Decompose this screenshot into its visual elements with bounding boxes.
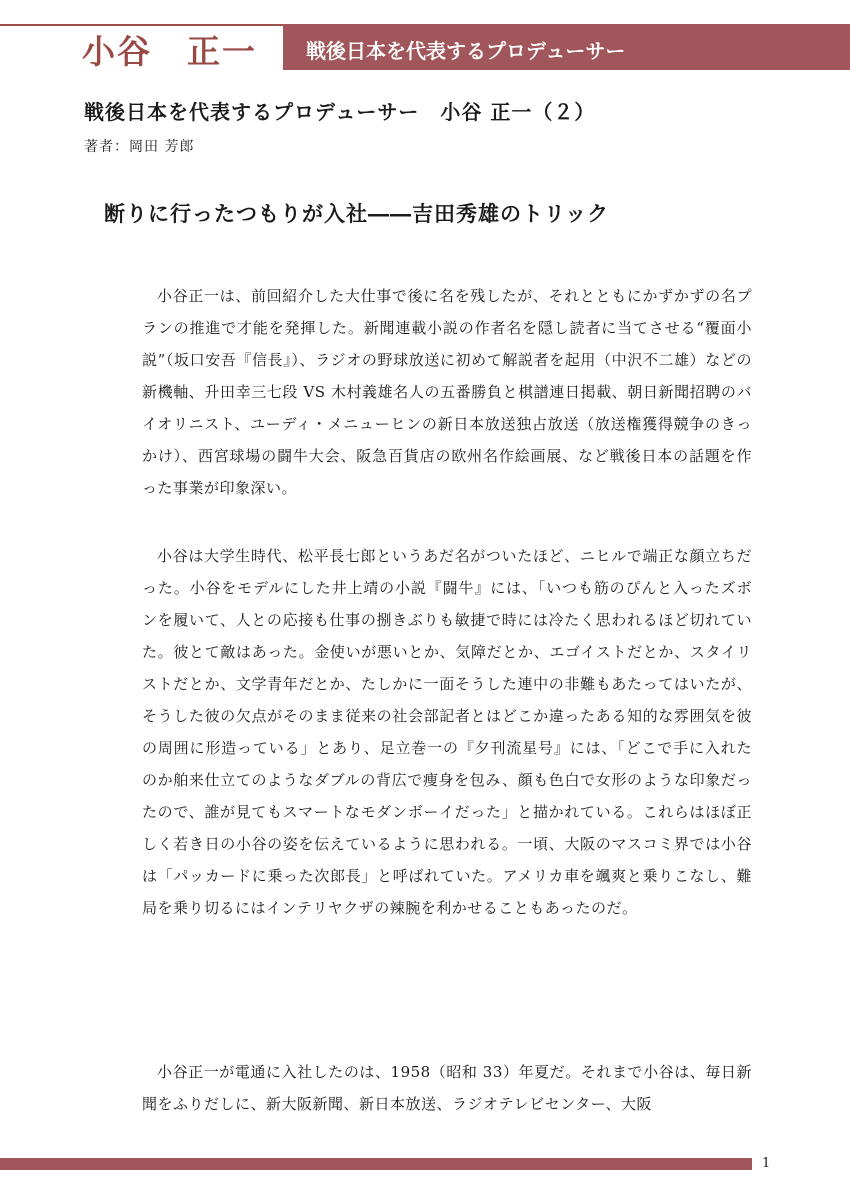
author-line: 著者：岡田 芳郎 bbox=[84, 139, 195, 155]
document-title: 戦後日本を代表するプロデューサー 小谷 正一（２） bbox=[84, 100, 596, 124]
body-paragraph: 小谷正一が電通に入社したのは、1958（昭和 33）年夏だ。それまで小谷は、毎日新聞をふりだしに、新大阪新聞、新日本放送、ラジオテレビセンター、大阪 bbox=[142, 1063, 752, 1113]
section-heading: 断りに行ったつもりが入社――吉田秀雄のトリック bbox=[104, 201, 610, 226]
body-paragraph: 小谷正一は、前回紹介した大仕事で後に名を残したが、それとともにかずかずの名プランの推進で才能を発揮した。新聞連載小説の作者名を隠し読者に当てさせる“覆面小説”（坂口安吾『信長』）、ラジオの野球放送に初めて解説者を起用（中沢不二雄）などの新機軸、升田幸三七段 VS 木村義雄名人の五番勝負と棋譜連日掲載、朝日新聞招聘のバイオリニスト、ユーディ・メニューヒンの新日本放送独占放送（放送権獲得競争のきっかけ）、西宮球場の闘牛大会、阪急百貨店の欧州名作絵画展、など戦後日本の話題を作った事業が印象深い。 bbox=[142, 287, 752, 497]
footer-bar bbox=[0, 1158, 752, 1170]
header-series-title: 戦後日本を代表するプロデューサー bbox=[306, 39, 626, 63]
page-number: 1 bbox=[762, 1156, 771, 1171]
header-name: 小谷 正一 bbox=[82, 32, 257, 71]
body-paragraph: 小谷は大学生時代、松平長七郎というあだ名がついたほど、ニヒルで端正な顔立ちだった。小谷をモデルにした井上靖の小説『闘牛』には、「いつも筋のぴんと入ったズボンを履いて、人との応接も仕事の捌きぶりも敏捷で時には冷たく思われるほど切れていた。彼とて敵はあった。金使いが悪いとか、気障だとか、エゴイストだとか、スタイリストだとか、文学青年だとか、たしかに一面そうした連中の非難もあたってはいたが、そうした彼の欠点がそのまま従来の社会部記者とはどこか違ったある知的な雰囲気を彼の周囲に形造っている」とあり、足立巻一の『夕刊流星号』には、「どこで手に入れたのか舶来仕立てのようなダブルの背広で痩身を包み、顔も色白で女形のような印象だったので、誰が見てもスマートなモダンボーイだった」と描かれている。これらはほぼ正しく若き日の小谷の姿を伝えているように思われる。一頃、大阪のマスコミ界では小谷は「パッカードに乗った次郎長」と呼ばれていた。アメリカ車を颯爽と乗りこなし、難局を乗り切るにはインテリヤクザの辣腕を利かせることもあったのだ。 bbox=[142, 547, 752, 917]
